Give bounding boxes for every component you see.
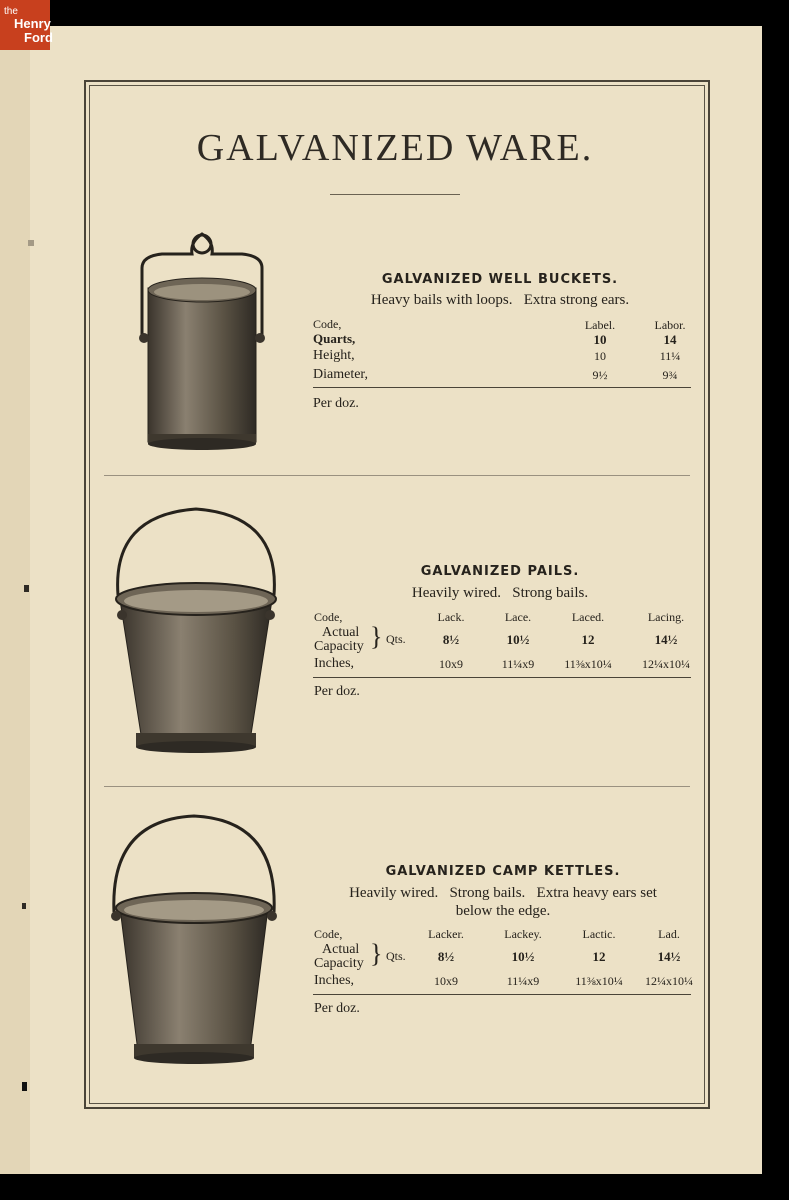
code-laced: Laced. xyxy=(571,610,605,624)
row-label-capacity: Capacity xyxy=(314,639,364,654)
code-lactic: Lactic. xyxy=(582,927,616,941)
code-lack: Lack. xyxy=(437,610,465,624)
gutter-mark xyxy=(28,240,34,246)
row-label-height: Height, xyxy=(313,348,355,363)
row-label-inches: Inches, xyxy=(314,656,355,671)
capacity-value: 8½ xyxy=(437,949,455,964)
capacity-value: 12 xyxy=(592,949,606,964)
section-heading-pails: GALVANIZED PAILS. xyxy=(420,564,580,579)
capacity-value: 12 xyxy=(581,632,595,647)
code-label: Label. xyxy=(584,318,616,332)
code-lacker: Lacker. xyxy=(428,927,464,941)
row-label-code: Code, xyxy=(314,610,343,624)
inches-value: 10x9 xyxy=(434,974,458,988)
qts-label: Qts. xyxy=(386,949,406,963)
gutter-mark xyxy=(22,903,26,909)
row-label-code: Code, xyxy=(313,317,342,331)
code-labor: Labor. xyxy=(654,318,686,332)
code-lace: Lace. xyxy=(504,610,532,624)
section-heading-well-buckets: GALVANIZED WELL BUCKETS. xyxy=(381,272,619,287)
table-rule xyxy=(313,387,691,388)
table-rule xyxy=(313,994,691,995)
capacity-brace: } xyxy=(370,939,383,968)
section-subheading-pails: Heavily wired. Strong bails. xyxy=(411,585,589,601)
camp-kettle-illustration xyxy=(104,812,284,1070)
logo-henry: Henry xyxy=(14,16,51,31)
qts-label: Qts. xyxy=(386,632,406,646)
per-doz-label: Per doz. xyxy=(314,1001,360,1016)
capacity-value: 8½ xyxy=(442,632,460,647)
capacity-value: 14½ xyxy=(654,632,678,647)
diameter-value: 9¾ xyxy=(662,368,678,382)
per-doz-label: Per doz. xyxy=(313,396,359,411)
section-subheading-camp-kettles-line2: below the edge. xyxy=(455,903,551,919)
capacity-value: 14½ xyxy=(657,949,681,964)
capacity-value: 10½ xyxy=(506,632,530,647)
logo-ford: Ford xyxy=(24,30,53,45)
pail-illustration xyxy=(106,505,286,761)
inches-value: 10x9 xyxy=(439,657,463,671)
row-label-quarts: Quarts, xyxy=(313,331,356,346)
page-gutter xyxy=(0,26,30,1174)
henry-ford-logo xyxy=(0,0,53,50)
page-title: GALVANIZED WARE. xyxy=(196,127,594,169)
section-subheading-camp-kettles-line1: Heavily wired. Strong bails. Extra heavy ears set xyxy=(349,885,657,901)
row-label-capacity: Capacity xyxy=(314,956,364,971)
well-bucket-illustration xyxy=(132,228,272,456)
quarts-value: 14 xyxy=(663,332,677,347)
code-lackey: Lackey. xyxy=(504,927,542,941)
inches-value: 11¼x9 xyxy=(501,657,535,671)
row-label-actual: Actual xyxy=(322,625,360,640)
table-rule xyxy=(313,677,691,678)
logo-the: the xyxy=(4,6,18,17)
height-value: 11¼ xyxy=(659,349,681,363)
section-heading-camp-kettles: GALVANIZED CAMP KETTLES. xyxy=(385,864,621,879)
capacity-brace: } xyxy=(370,622,383,651)
section-subheading-well-buckets: Heavy bails with loops. Extra strong ears. xyxy=(370,292,630,308)
gutter-mark xyxy=(22,1082,27,1091)
inches-value: 11¼x9 xyxy=(506,974,540,988)
height-value: 10 xyxy=(594,349,606,363)
code-lacing: Lacing. xyxy=(647,610,685,624)
diameter-value: 9½ xyxy=(592,368,608,382)
row-label-actual: Actual xyxy=(322,942,360,957)
gutter-mark xyxy=(24,585,29,592)
per-doz-label: Per doz. xyxy=(314,684,360,699)
section-divider xyxy=(104,786,690,787)
capacity-value: 10½ xyxy=(511,949,535,964)
row-label-inches: Inches, xyxy=(314,973,355,988)
row-label-diameter: Diameter, xyxy=(313,367,369,382)
inches-value: 11⅜x10¼ xyxy=(564,657,612,671)
title-underline xyxy=(330,194,460,195)
section-divider xyxy=(104,475,690,476)
row-label-code: Code, xyxy=(314,927,343,941)
inches-value: 12¼x10¼ xyxy=(645,974,693,988)
inches-value: 12¼x10¼ xyxy=(642,657,690,671)
inches-value: 11⅜x10¼ xyxy=(575,974,623,988)
quarts-value: 10 xyxy=(593,332,607,347)
code-lad: Lad. xyxy=(658,927,680,941)
